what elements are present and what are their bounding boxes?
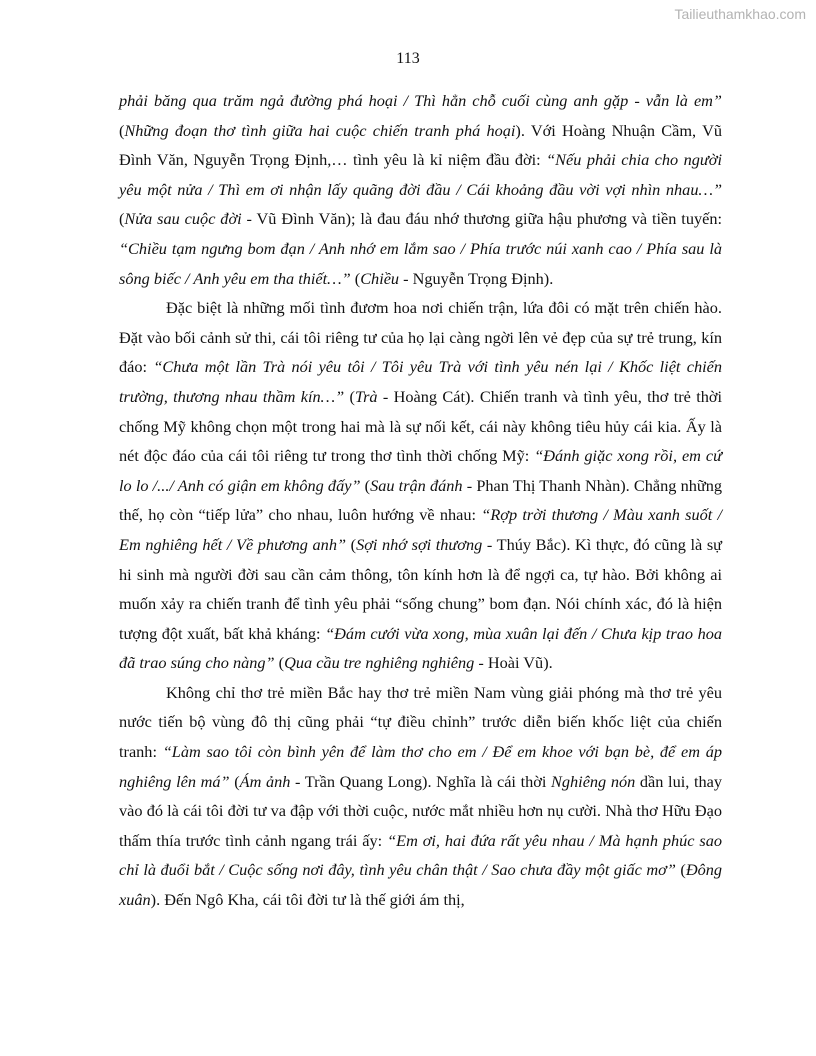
italic-quote-run: “Chiều tạm ngưng bom đạn / Anh nhớ em lắm sao / Phía trước núi xanh cao / Phía sau là sông biếc / Anh yêu em tha thiết…” xyxy=(119,238,722,288)
text-run: ( xyxy=(229,771,240,791)
text-run: dần lui, thay vào đó là cái tôi đời tư va đập với thời cuộc, nước mắt nhiều hơn nụ cười. Nhà thơ Hữu Đạo thấm thía trước tình cảnh ngang trái ấy: xyxy=(119,771,722,850)
italic-quote-run: “Em ơi, hai đứa rất yêu nhau / Mà hạnh phúc sao chỉ là đuổi bắt / Cuộc sống nơi đây, tình yêu chân thật / Sao chưa đầy một giấc mơ” xyxy=(119,830,722,880)
text-run: Đặc biệt là những mối tình đươm hoa nơi chiến trận, lứa đôi có mặt trên chiến hào. Đặt vào bối cảnh sử thi, cái tôi riêng tư của họ lại càng ngời lên vẻ đẹp của sự trẻ trung, kín đáo: xyxy=(119,298,722,377)
italic-quote-run: Ám ảnh xyxy=(239,771,291,791)
italic-quote-run: “Chưa một lần Trà nói yêu tôi / Tôi yêu Trà với tình yêu nén lại / Khốc liệt chiến trường, thương nhau thầm kín…” xyxy=(119,357,723,406)
italic-quote-run: Nửa sau cuộc đời xyxy=(124,209,242,229)
paragraph-3 xyxy=(119,678,722,915)
page-number: 113 xyxy=(396,50,420,67)
text-run: ( xyxy=(119,209,125,229)
italic-quote-run: Trà xyxy=(354,386,378,406)
italic-quote-run: “Làm sao tôi còn bình yên để làm thơ cho em / Để em khoe với bạn bè, để em áp nghiêng lên má” xyxy=(119,742,723,791)
body-text xyxy=(119,86,722,915)
italic-quote-run: Nghiêng nón xyxy=(551,771,636,791)
italic-quote-run: “Đánh giặc xong rồi, em cứ lo lo /.../ Anh có giận em không đấy” xyxy=(119,446,722,495)
text-run: ( xyxy=(360,475,371,495)
text-run: - Trần Quang Long). Nghĩa là cái thời xyxy=(290,771,552,791)
italic-quote-run: “Rợp trời thương / Màu xanh suốt / Em nghiêng hết / Về phương anh” xyxy=(119,505,723,554)
italic-quote-run: “Đám cưới vừa xong, mùa xuân lại đến / Chưa kịp trao hoa đã trao súng cho nàng” xyxy=(119,623,722,673)
text-run: ( xyxy=(675,860,686,880)
text-run: - Hoài Vũ). xyxy=(474,653,553,673)
italic-quote-run: Sợi nhớ sợi thương xyxy=(356,534,483,554)
italic-quote-run: Đông xuân xyxy=(119,860,723,910)
text-run: ( xyxy=(274,653,285,673)
text-run: - Vũ Đình Văn); là đau đáu nhớ thương giữa hậu phương và tiền tuyến: xyxy=(241,209,722,229)
paragraph-1 xyxy=(119,86,722,293)
text-run: ). Với Hoàng Nhuận Cầm, Vũ Đình Văn, Nguyễn Trọng Định,… tình yêu là kỉ niệm đầu đời: xyxy=(119,120,722,170)
italic-quote-run: “Nếu phải chia cho người yêu một nửa / Thì em ơi nhận lấy quãng đời đầu / Cái khoảng đầu vời vợi nhìn nhau…” xyxy=(119,150,722,199)
italic-quote-run: Qua cầu tre nghiêng nghiêng xyxy=(284,653,475,673)
text-run: ( xyxy=(344,386,355,406)
text-run: ). Đến Ngô Kha, cái tôi đời tư là thế giới ám thị, xyxy=(150,890,465,910)
paragraph-2 xyxy=(119,293,722,678)
text-run: ( xyxy=(346,534,357,554)
italic-quote-run: phải băng qua trăm ngả đường phá hoại / Thì hẳn chỗ cuối cùng anh gặp - vẫn là em” xyxy=(119,91,722,110)
text-run: ( xyxy=(119,120,125,140)
text-run: ( xyxy=(350,268,361,288)
italic-quote-run: Chiều xyxy=(360,268,400,288)
text-run: - Nguyễn Trọng Định). xyxy=(399,268,554,288)
italic-quote-run: Những đoạn thơ tình giữa hai cuộc chiến tranh phá hoại xyxy=(124,120,516,140)
text-run: - Phan Thị Thanh Nhàn). Chẳng những thế, họ còn “tiếp lửa” cho nhau, luôn hướng về nhau: xyxy=(119,475,722,525)
italic-quote-run: Sau trận đánh xyxy=(370,475,463,495)
text-run: - Thúy Bắc). Kì thực, đó cũng là sự hi sinh mà người đời sau cần cảm thông, tôn kính hơn là để ngợi ca, tự hào. Bởi không ai muốn xảy ra chiến tranh để tình yêu phải “sống chung” bom đạn. Nói chính xác, đó là hiện tượng đột xuất, bất khả kháng: xyxy=(119,534,722,643)
watermark-text: Tailieuthamkhao.com xyxy=(674,6,806,22)
text-run: Không chỉ thơ trẻ miền Bắc hay thơ trẻ miền Nam vùng giải phóng mà thơ trẻ yêu nước tiến bộ vùng đô thị cũng phải “tự điều chỉnh” trước diễn biến khốc liệt của chiến tranh: xyxy=(119,682,722,762)
text-run: - Hoàng Cát). Chiến tranh và tình yêu, thơ trẻ thời chống Mỹ không chọn một trong hai mà là sự nối kết, cái này không tiêu hủy cái kia. Ấy là nét độc đáo của cái tôi riêng tư trong thơ tình thời chống Mỹ: xyxy=(119,386,723,466)
